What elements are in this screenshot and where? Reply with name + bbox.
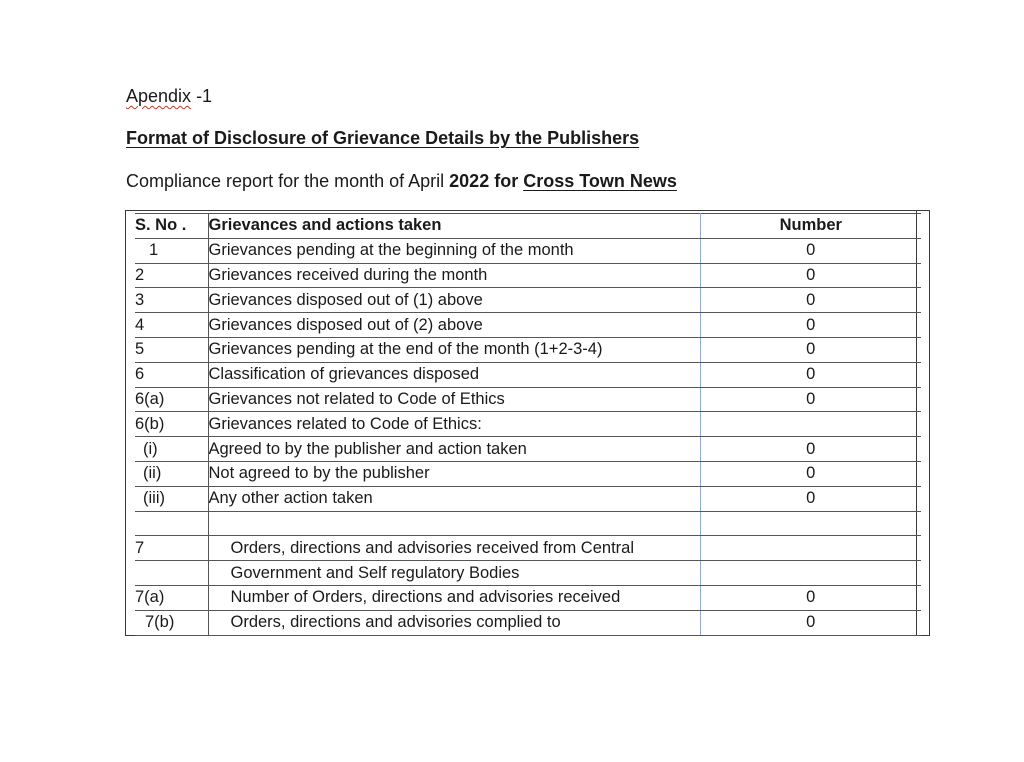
appendix-number: -1 — [191, 86, 213, 106]
table-row — [135, 362, 921, 387]
compliance-report-line — [126, 171, 677, 192]
appendix-label — [126, 86, 212, 107]
table-row — [135, 437, 921, 462]
count-cell: 0 — [700, 288, 921, 313]
serial-number-cell: 5 — [135, 337, 208, 362]
serial-number-cell: (i) — [135, 437, 208, 462]
grievance-description-cell: Grievances pending at the end of the month (1+2-3-4) — [208, 337, 700, 362]
grievance-description-cell: Classification of grievances disposed — [208, 362, 700, 387]
serial-number-cell: 7(b) — [135, 610, 208, 635]
table-row — [135, 313, 921, 338]
document-heading: Format of Disclosure of Grievance Details by the Publishers — [126, 128, 640, 148]
serial-number-cell: 7(a) — [135, 585, 208, 610]
count-cell: 0 — [700, 437, 921, 462]
count-cell: 0 — [700, 313, 921, 338]
count-cell: 0 — [700, 585, 921, 610]
count-cell: 0 — [700, 387, 921, 412]
count-cell — [700, 561, 921, 586]
grievance-description-cell: Agreed to by the publisher and action taken — [208, 437, 700, 462]
grievance-description-cell: Grievances related to Code of Ethics: — [208, 412, 700, 437]
table-row — [135, 561, 921, 586]
grievance-table-frame — [125, 210, 930, 636]
grievance-description-cell: Not agreed to by the publisher — [208, 461, 700, 486]
serial-number-cell: (ii) — [135, 461, 208, 486]
report-prefix: Compliance report for the month of April — [126, 171, 450, 191]
table-row — [135, 337, 921, 362]
grievance-description-cell: Grievances received during the month — [208, 263, 700, 288]
header-grievances: Grievances and actions taken — [208, 214, 700, 239]
table-row — [135, 536, 921, 561]
header-serial-number: S. No . — [135, 214, 208, 239]
table-row — [135, 263, 921, 288]
serial-number-cell — [135, 511, 208, 536]
grievance-table-container — [135, 213, 921, 636]
grievance-description-cell: Orders, directions and advisories complied to — [208, 610, 700, 635]
count-cell — [700, 511, 921, 536]
table-row — [135, 412, 921, 437]
table-row — [135, 610, 921, 635]
table-row — [135, 288, 921, 313]
serial-number-cell: 3 — [135, 288, 208, 313]
serial-number-cell: 6(a) — [135, 387, 208, 412]
table-header-row — [135, 214, 921, 239]
count-cell: 0 — [700, 461, 921, 486]
grievance-description-cell: Number of Orders, directions and advisories received — [208, 585, 700, 610]
table-row — [135, 511, 921, 536]
serial-number-cell — [135, 561, 208, 586]
count-cell: 0 — [700, 263, 921, 288]
count-cell: 0 — [700, 486, 921, 511]
header-number: Number — [700, 214, 921, 239]
table-row — [135, 486, 921, 511]
grievance-description-cell: Grievances disposed out of (1) above — [208, 288, 700, 313]
serial-number-cell: 6(b) — [135, 412, 208, 437]
grievance-description-cell: Grievances disposed out of (2) above — [208, 313, 700, 338]
publisher-name: Cross Town News — [523, 171, 677, 191]
count-cell: 0 — [700, 337, 921, 362]
count-cell — [700, 536, 921, 561]
grievance-description-cell: Government and Self regulatory Bodies — [208, 561, 700, 586]
serial-number-cell: 2 — [135, 263, 208, 288]
grievance-table — [135, 213, 921, 636]
count-cell: 0 — [700, 610, 921, 635]
table-row — [135, 585, 921, 610]
table-row — [135, 238, 921, 263]
serial-number-cell: 4 — [135, 313, 208, 338]
grievance-description-cell: Grievances not related to Code of Ethics — [208, 387, 700, 412]
serial-number-cell: 7 — [135, 536, 208, 561]
serial-number-cell: 6 — [135, 362, 208, 387]
appendix-word: Apendix — [126, 86, 192, 106]
table-row — [135, 387, 921, 412]
serial-number-cell: 1 — [135, 238, 208, 263]
count-cell — [700, 412, 921, 437]
serial-number-cell: (iii) — [135, 486, 208, 511]
table-row — [135, 461, 921, 486]
grievance-description-cell: Orders, directions and advisories received from Central — [208, 536, 700, 561]
grievance-description-cell: Any other action taken — [208, 486, 700, 511]
report-year: 2022 for — [449, 171, 524, 191]
grievance-description-cell: Grievances pending at the beginning of the month — [208, 238, 700, 263]
count-cell: 0 — [700, 238, 921, 263]
grievance-description-cell — [208, 511, 700, 536]
count-cell: 0 — [700, 362, 921, 387]
